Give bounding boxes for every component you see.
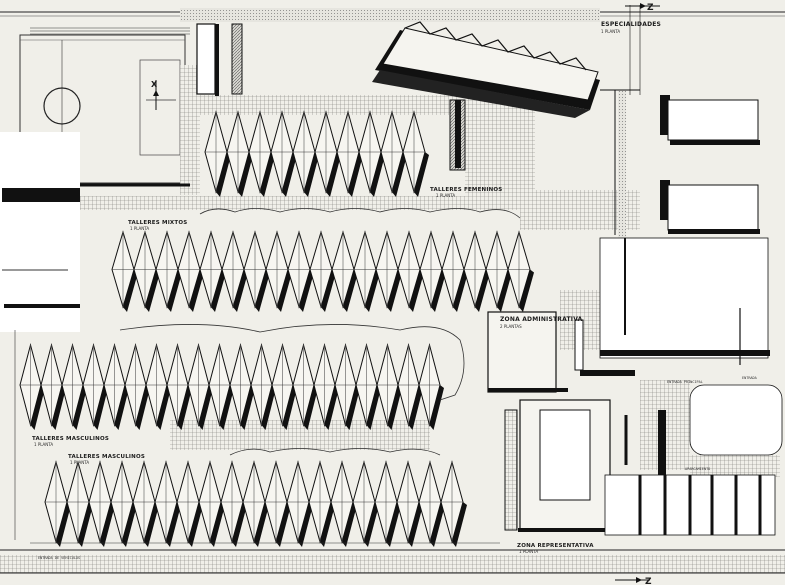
axis-label-bottom: Z [645, 577, 652, 585]
sub-talleres-masculinos-2: 1 PLANTA [70, 460, 90, 465]
paving-north-strip [200, 95, 460, 115]
label-talleres-mixtos: TALLERES MIXTOS [128, 220, 188, 226]
paving-mid-strip [80, 196, 520, 210]
sub-talleres-masculinos-1: 1 PLANTA [34, 442, 54, 447]
paving-parking-access [690, 455, 780, 477]
axis-label-left: X [151, 80, 158, 89]
sub-talleres-mixtos: 1 PLANTA [130, 226, 150, 231]
top-verge [180, 8, 600, 22]
sub-zona-administrativa: 2 PLANTAS [500, 324, 522, 329]
paving-east-block [465, 95, 535, 200]
annotation-aparcamiento: APARCAMIENTO [685, 467, 711, 471]
paving-bottom-road [0, 555, 785, 573]
label-talleres-masculinos-1: TALLERES MASCULINOS [32, 436, 109, 442]
annotation-entrada-principal: ENTRADA PRINCIPAL [667, 380, 703, 384]
sub-especialidades: 1 PLANTA [601, 29, 621, 34]
label-especialidades: ESPECIALIDADES [601, 21, 662, 28]
label-zona-administrativa: ZONA ADMINISTRATIVA [500, 316, 583, 323]
sub-zona-representativa: 1 PLANTA [519, 549, 539, 554]
annotation-entrada-vehiculos: ENTRADA DE VEHICULOS [38, 556, 81, 560]
label-talleres-femeninos: TALLERES FEMENINOS [430, 187, 503, 193]
label-zona-representativa: ZONA REPRESENTATIVA [517, 543, 594, 549]
representativa-building [505, 400, 613, 532]
sub-talleres-femeninos: 1 PLANTA [436, 193, 456, 198]
label-talleres-masculinos-2: TALLERES MASCULINOS [68, 454, 145, 460]
axis-label-top: Z [647, 3, 654, 13]
annotation-entrada: ENTRADA [742, 376, 757, 380]
